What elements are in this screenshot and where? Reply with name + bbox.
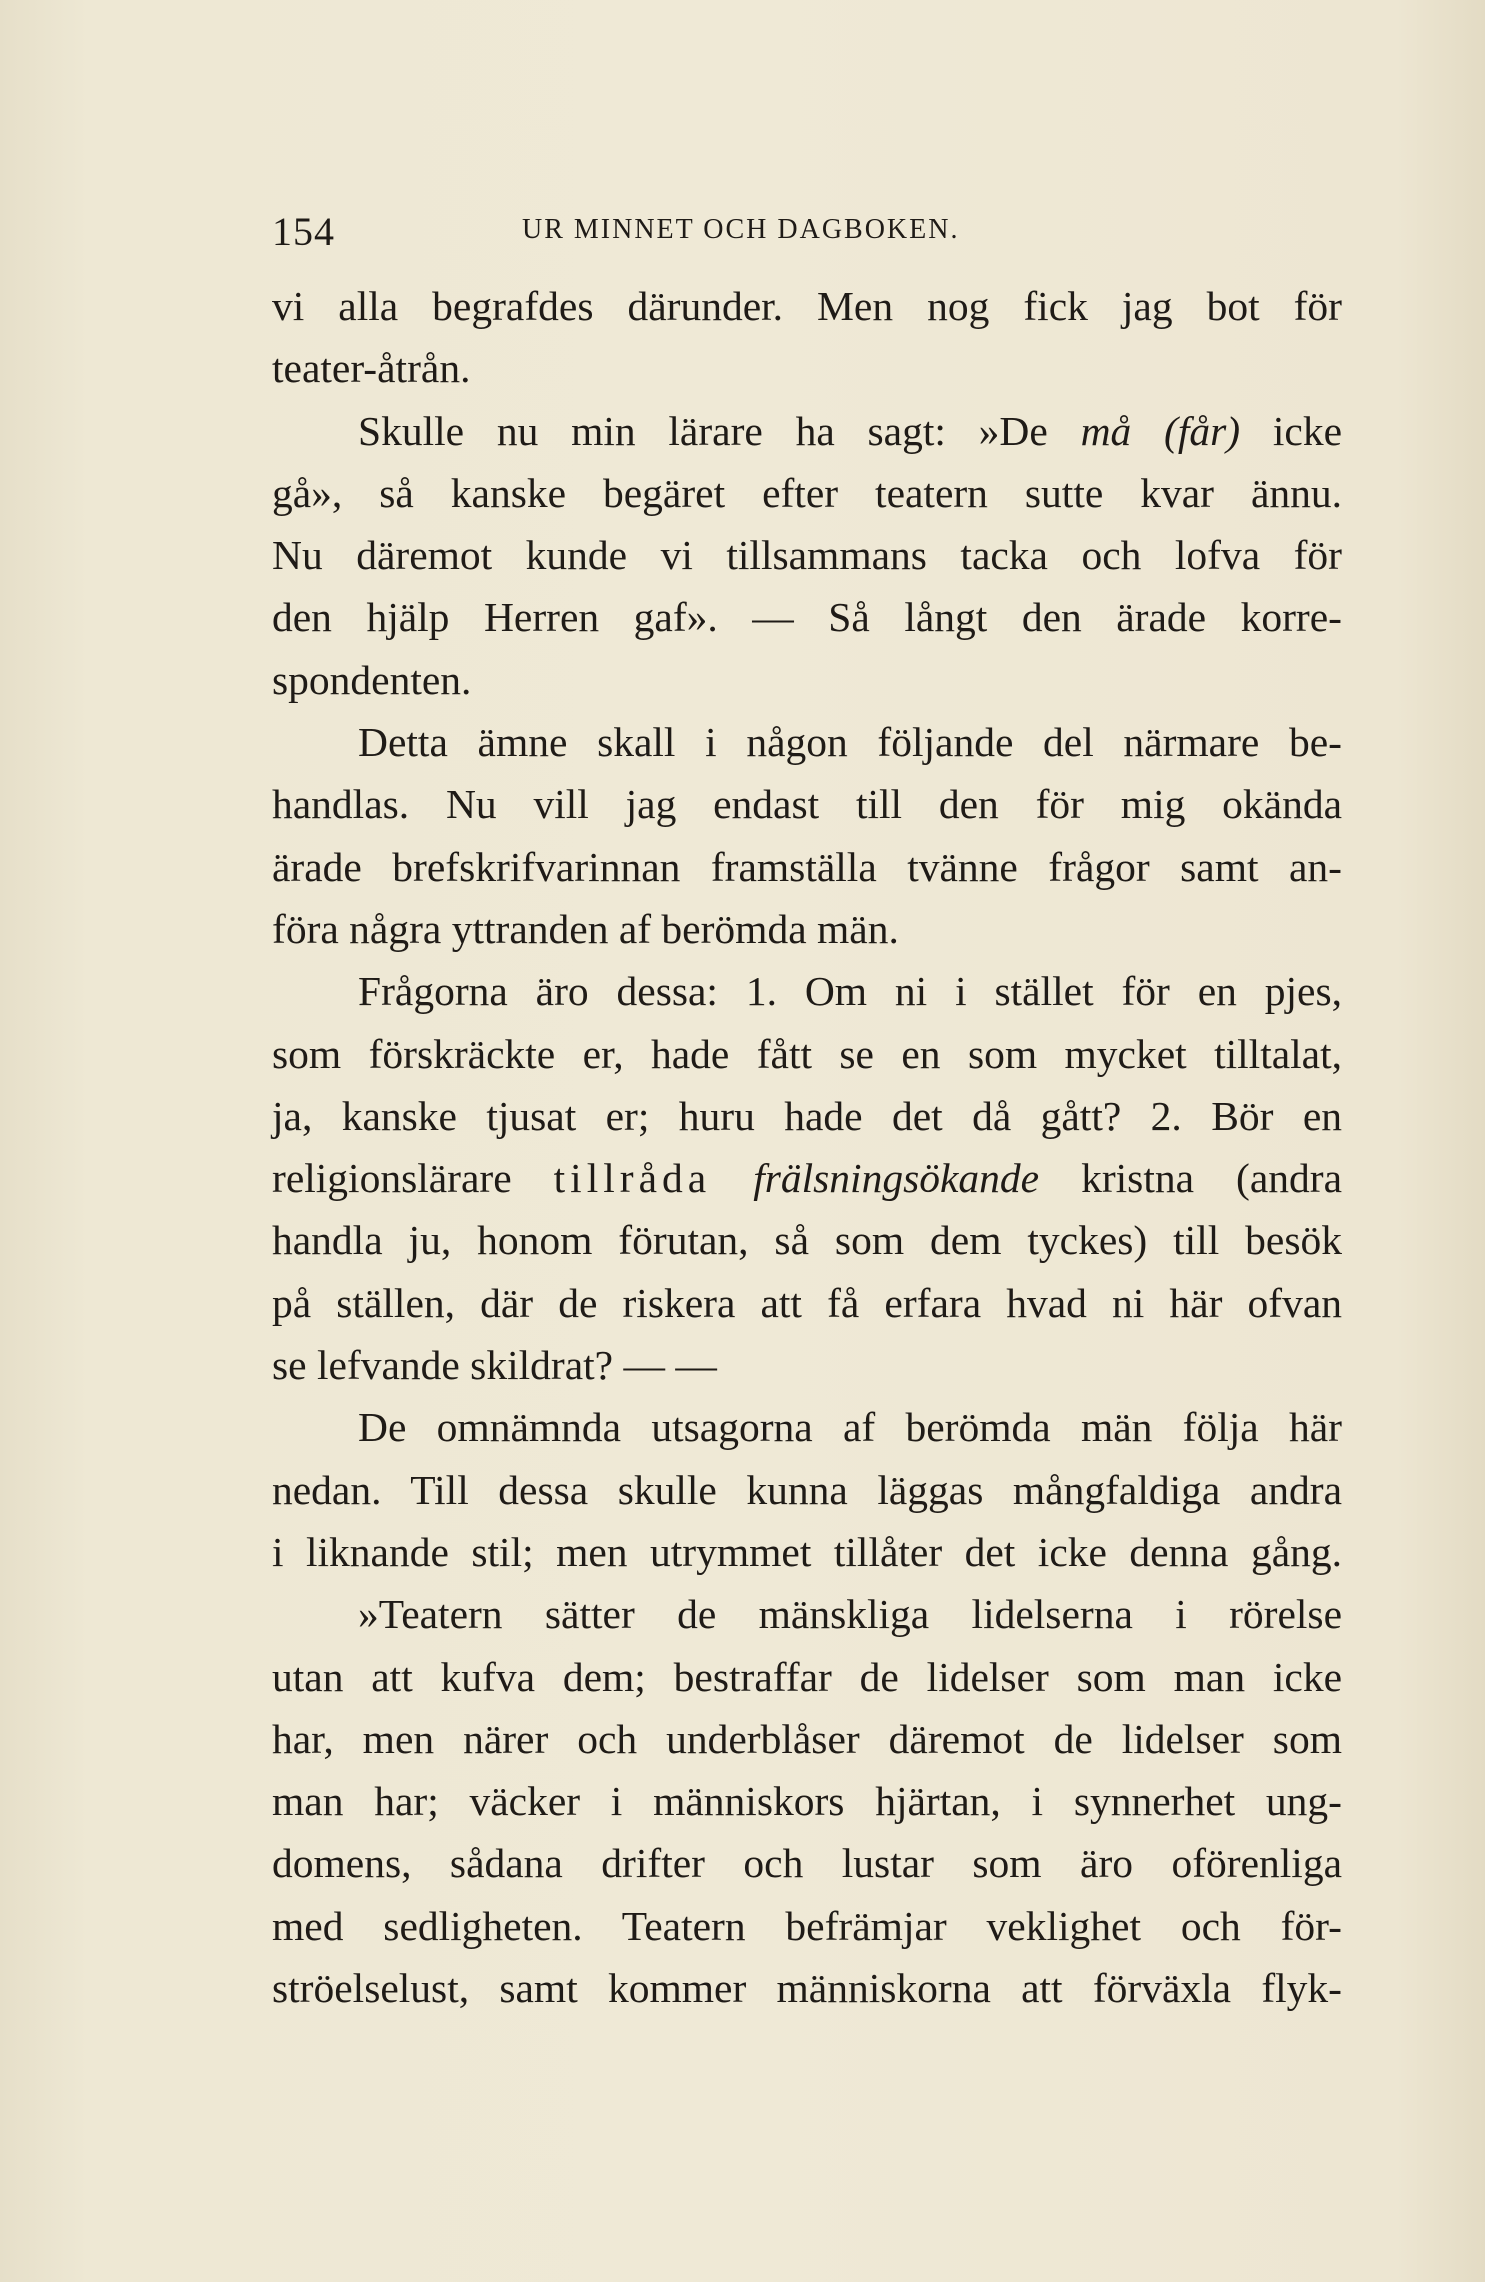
text-line bbox=[272, 649, 1342, 711]
text-line bbox=[272, 1334, 1342, 1396]
line-text: Frågorna äro dessa: 1. Om ni i stället för en pjes, bbox=[358, 968, 1342, 1015]
line-text: Detta ämne skall i någon följande del närmare be- bbox=[358, 719, 1342, 766]
running-head-title: UR MINNET OCH DAGBOKEN. bbox=[522, 214, 960, 245]
text-line bbox=[272, 1957, 1342, 2019]
line-text bbox=[711, 1155, 753, 1201]
line-text: på ställen, där de riskera att få erfara hvad ni här ofvan bbox=[272, 1279, 1342, 1326]
text-line bbox=[272, 1583, 1342, 1645]
line-text: handla ju, honom förutan, så som dem tyckes) till besök bbox=[272, 1217, 1342, 1264]
line-text: gå», så kanske begäret efter teatern sutte kvar ännu. bbox=[272, 469, 1342, 516]
line-text: utan att kufva dem; bestraffar de lidelser som man icke bbox=[272, 1653, 1342, 1700]
text-line bbox=[272, 1396, 1342, 1458]
text-line bbox=[272, 960, 1342, 1022]
line-text: den hjälp Herren gaf». — Så långt den ärade korre- bbox=[272, 594, 1342, 641]
line-text: ströelselust, samt kommer människorna att förväxla flyk- bbox=[272, 1965, 1342, 2012]
text-line bbox=[272, 586, 1342, 648]
line-text: föra några yttranden af berömda män. bbox=[272, 905, 899, 952]
line-text: »Teatern sätter de mänskliga lidelserna i rörelse bbox=[358, 1591, 1342, 1638]
text-line bbox=[272, 337, 1342, 399]
line-text: nedan. Till dessa skulle kunna läggas mångfaldiga andra bbox=[272, 1466, 1342, 1513]
text-line bbox=[272, 1895, 1342, 1957]
text-line bbox=[272, 524, 1342, 586]
text-line bbox=[272, 1459, 1342, 1521]
text-line bbox=[272, 1085, 1342, 1147]
text-line bbox=[272, 1770, 1342, 1832]
text-line bbox=[272, 400, 1342, 462]
text-line bbox=[272, 1646, 1342, 1708]
line-text: Skulle nu min lärare ha sagt: »De bbox=[358, 407, 1081, 454]
text-line bbox=[272, 711, 1342, 773]
text-line bbox=[272, 898, 1342, 960]
line-text: teater-åtrån. bbox=[272, 345, 471, 392]
line-text: i liknande stil; men utrymmet tillåter det icke denna gång. bbox=[272, 1528, 1342, 1575]
text-line bbox=[272, 462, 1342, 524]
line-text: har, men närer och underblåser däremot de lidelser som bbox=[272, 1715, 1342, 1762]
line-text: vi alla begrafdes därunder. Men nog fick jag bot för bbox=[272, 283, 1342, 329]
line-text: med sedligheten. Teatern befrämjar veklighet och för- bbox=[272, 1902, 1342, 1949]
line-text: icke bbox=[1240, 407, 1343, 454]
text-line bbox=[272, 1209, 1342, 1271]
text-line bbox=[272, 1147, 1342, 1209]
text-line bbox=[272, 1023, 1342, 1085]
emphasized-word: tillråda bbox=[553, 1155, 712, 1202]
line-text: handlas. Nu vill jag endast till den för mig okända bbox=[272, 781, 1342, 828]
body-text bbox=[272, 275, 1342, 2019]
page-number: 154 bbox=[272, 209, 335, 254]
italic-phrase: frälsningsökande bbox=[753, 1155, 1040, 1202]
line-text: se lefvande skildrat? — — bbox=[272, 1342, 717, 1389]
line-text: De omnämnda utsagorna af berömda män följa här bbox=[358, 1404, 1342, 1451]
line-text: man har; väcker i människors hjärtan, i synnerhet ung- bbox=[272, 1778, 1342, 1825]
running-head bbox=[272, 208, 1062, 258]
line-text: spondenten. bbox=[272, 656, 472, 703]
line-text: domens, sådana drifter och lustar som äro oförenliga bbox=[272, 1840, 1342, 1887]
italic-phrase: må (får) bbox=[1080, 407, 1241, 454]
text-line bbox=[272, 1708, 1342, 1770]
line-text: kristna (andra bbox=[1039, 1155, 1342, 1202]
text-line bbox=[272, 1832, 1342, 1894]
text-line bbox=[272, 836, 1342, 898]
text-line bbox=[272, 1272, 1342, 1334]
text-line bbox=[272, 773, 1342, 835]
line-text: Nu däremot kunde vi tillsammans tacka och lofva för bbox=[272, 532, 1342, 579]
line-text: ärade brefskrifvarinnan framställa tvänne frågor samt an- bbox=[272, 843, 1342, 890]
line-text: religionslärare bbox=[272, 1155, 554, 1202]
text-line bbox=[272, 1521, 1342, 1583]
text-line bbox=[272, 275, 1342, 337]
line-text: som förskräckte er, hade fått se en som mycket tilltalat, bbox=[272, 1030, 1342, 1077]
line-text: ja, kanske tjusat er; huru hade det då gått? 2. Bör en bbox=[272, 1092, 1342, 1139]
